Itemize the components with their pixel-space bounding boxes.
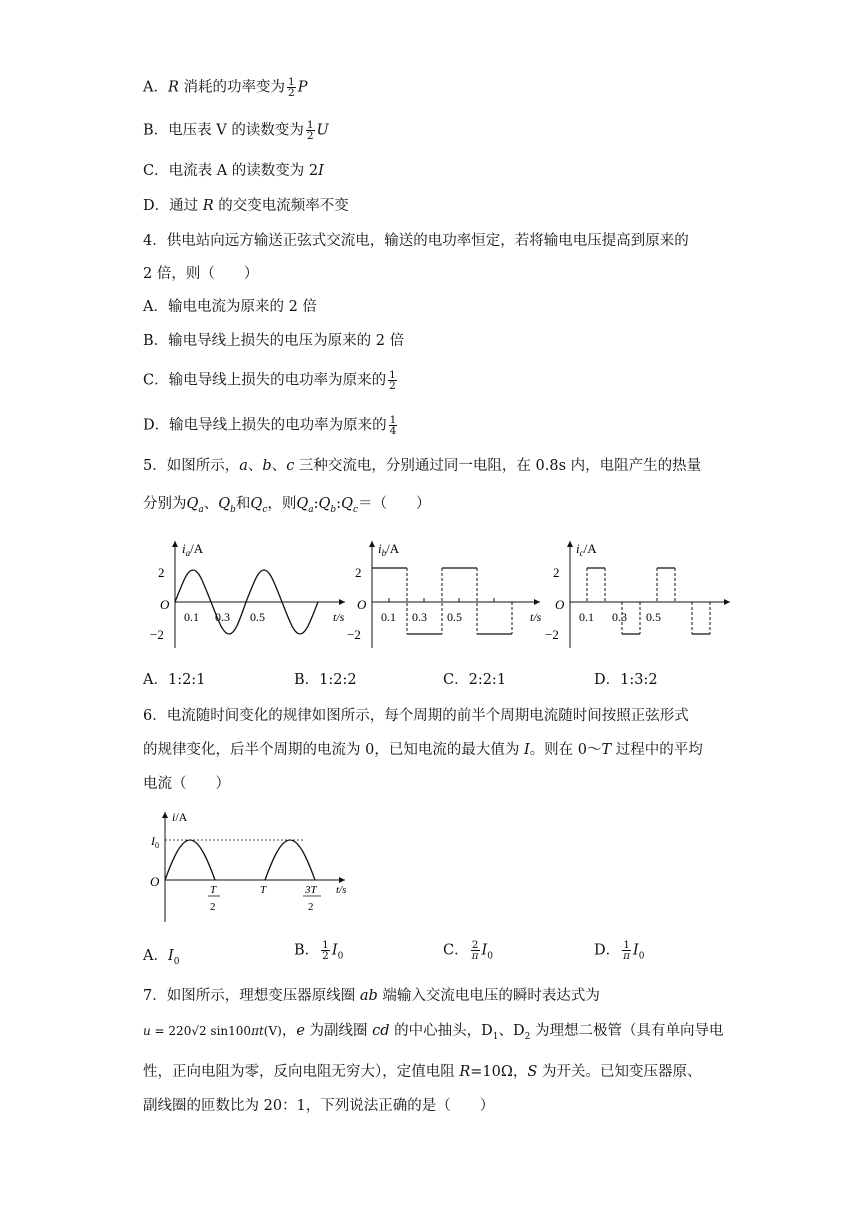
q7-stem-line4: 副线圈的匝数比为 20：1，下列说法正确的是（ ）	[143, 1098, 495, 1114]
fraction: $\frac{2}{\pi}$	[471, 939, 479, 962]
q5-option-d: D．1:3:2	[594, 672, 658, 688]
t-half-num: T	[210, 884, 217, 896]
fraction: $\frac{1}{2}$	[306, 119, 314, 142]
pulse-wave-edges	[587, 568, 710, 634]
origin-label: O	[555, 597, 565, 612]
ylabel-c: $i_c/A$	[576, 541, 597, 558]
tick-label: 0.1	[184, 610, 199, 624]
q5-option-a: A．1:2:1	[143, 672, 206, 688]
ypos-label: 2	[355, 565, 362, 580]
tick-label: 0.1	[579, 610, 594, 624]
yneg-label: −2	[545, 627, 559, 642]
q4-option-a: A．输电电流为原来的 2 倍	[143, 299, 317, 315]
q5-stem-line1: 5．如图所示，a、b、c 三种交流电，分别通过同一电阻，在 0.8s 内，电阻产生的热量	[143, 458, 702, 474]
q6-stem-line1: 6．电流随时间变化的规律如图所示，每个周期的前半个周期电流随时间按照正弦形式	[143, 708, 689, 724]
yneg-label: −2	[347, 627, 361, 642]
xlabel: t/s	[333, 610, 345, 624]
q6-option-a: A．$I_0$	[143, 948, 180, 967]
q5-option-c: C．2:2:1	[443, 672, 507, 688]
half-sine-curve	[165, 840, 315, 880]
q7-stem-line2: u = 220√2 sin100πt(V)，e 为副线圈 cd 的中心抽头，$D_1$、$D_2$ 为理想二极管（具有单向导电	[143, 1023, 724, 1042]
ylabel-b: $i_b/A$	[378, 541, 400, 558]
fraction: $\frac{1}{2}$	[288, 76, 295, 99]
q4-option-c: C．输电导线上损失的电功率为原来的 $\frac{1}{2}$	[143, 369, 396, 392]
origin-label: O	[357, 597, 367, 612]
q6-stem-line3: 电流（ ）	[143, 776, 230, 792]
t-half-den: 2	[210, 901, 216, 913]
xlabel: t/s	[530, 610, 542, 624]
i0-label: $I_0$	[151, 834, 159, 850]
origin-label: O	[160, 597, 170, 612]
q6-option-c: C． $\frac{2}{\pi}$ $I_0$	[443, 939, 493, 962]
tick-label: 0.3	[612, 610, 627, 624]
tick-label: 0.3	[412, 610, 427, 624]
q6-option-b: B． $\frac{1}{2}$ $I_0$	[294, 939, 344, 962]
tick-label: 0.5	[646, 610, 661, 624]
q5-stem-line2: 分别为$Q_a$、$Q_b$和$Q_c$，则$Q_a:Q_b:Q_c=$（ ）	[143, 496, 431, 515]
q3-option-a: A．R 消耗的功率变为 $\frac{1}{2}$ P	[143, 76, 308, 99]
q6-stem-line2: 的规律变化，后半个周期的电流为 0，已知电流的最大值为 I。则在 0～T 过程中的平均	[143, 742, 703, 758]
q7-stem-line3: 性，正向电阻为零，反向电阻无穷大），定值电阻 R=10Ω，S 为开关。已知变压器原、	[143, 1064, 702, 1080]
q4-stem-line2: 2 倍，则（ ）	[143, 266, 259, 282]
graph-c	[545, 541, 730, 648]
fraction: $\frac{1}{2}$	[389, 369, 396, 392]
q6-option-d: D． $\frac{1}{\pi}$ $I_0$	[594, 939, 645, 962]
q5-graphs	[0, 535, 860, 665]
q4-option-b: B．输电导线上损失的电压为原来的 2 倍	[143, 333, 405, 349]
fraction: $\frac{1}{4}$	[389, 414, 397, 437]
tick-label: 0.5	[447, 610, 462, 624]
q3-option-d: D．通过 R 的交变电流频率不变	[143, 198, 349, 214]
xlabel: t/s	[336, 884, 347, 896]
ylabel-a: $i_a/A$	[182, 541, 204, 558]
t-3half-den: 2	[308, 901, 314, 913]
t-full: T	[260, 884, 267, 896]
q4-stem-line1: 4．供电站向远方输送正弦式交流电，输送的电功率恒定，若将输电电压提高到原来的	[143, 233, 689, 249]
q4-option-d: D．输电导线上损失的电功率为原来的 $\frac{1}{4}$	[143, 414, 397, 437]
graph-a	[150, 541, 345, 648]
q7-stem-line1: 7．如图所示，理想变压器原线圈 ab 端输入交流电电压的瞬时表达式为	[143, 988, 600, 1004]
tick-label: 0.5	[250, 610, 265, 624]
ypos-label: 2	[158, 565, 165, 580]
q3-option-c: C．电流表 A 的读数变为 2I	[143, 163, 324, 179]
t-3half-num: 3T	[305, 884, 317, 896]
graph-b	[347, 541, 542, 648]
fraction: $\frac{1}{2}$	[322, 939, 329, 962]
origin-label: O	[150, 874, 160, 889]
q5-option-b: B．1:2:2	[294, 672, 357, 688]
ylabel: i/A	[172, 810, 188, 824]
q3-option-b: B．电压表 V 的读数变为 $\frac{1}{2}$ U	[143, 119, 329, 142]
ypos-label: 2	[553, 565, 560, 580]
tick-label: 0.1	[381, 610, 396, 624]
fraction: $\frac{1}{\pi}$	[623, 939, 631, 962]
q6-graph	[140, 805, 360, 935]
tick-label: 0.3	[215, 610, 230, 624]
yneg-label: −2	[150, 627, 164, 642]
